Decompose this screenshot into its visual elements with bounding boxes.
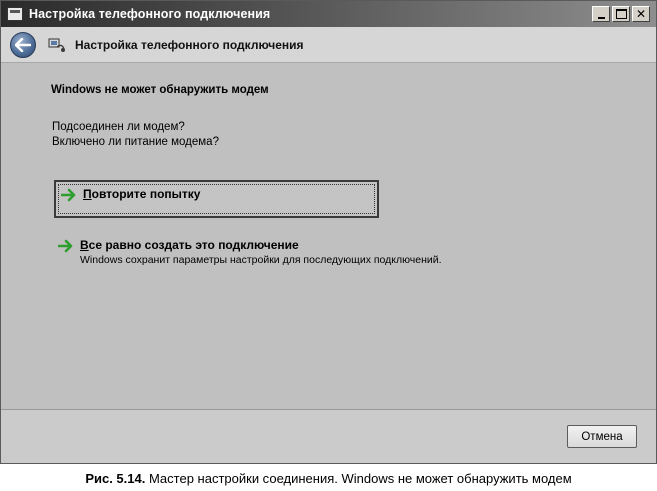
back-arrow-icon [15, 38, 31, 52]
figure-caption [0, 471, 657, 486]
back-button[interactable] [10, 32, 36, 58]
wizard-header [1, 27, 656, 63]
wizard-title: Настройка телефонного подключения [75, 38, 304, 52]
create-anyway-description: Windows сохранит параметры настройки для последующих подключений. [80, 254, 442, 266]
cancel-button[interactable]: Отмена [567, 425, 637, 448]
phone-connection-icon [48, 37, 66, 53]
create-anyway-label: Все равно создать это подключение [80, 238, 299, 252]
figure-label: Рис. 5.14. [85, 471, 146, 486]
error-heading: Windows не может обнаружить модем [51, 84, 269, 96]
question-modem-connected: Подсоединен ли модем? [52, 121, 185, 133]
maximize-button[interactable] [612, 6, 630, 22]
window-title: Настройка телефонного подключения [29, 7, 271, 21]
close-button[interactable]: ✕ [632, 6, 650, 22]
green-arrow-icon [58, 239, 74, 253]
window-icon [7, 7, 23, 21]
create-anyway-text [80, 238, 442, 266]
question-modem-power: Включено ли питание модема? [52, 136, 219, 148]
retry-option[interactable] [54, 180, 379, 218]
title-bar[interactable] [1, 1, 656, 27]
wizard-footer [1, 409, 656, 463]
retry-label: Повторите попытку [83, 187, 201, 201]
figure-text: Мастер настройки соединения. Windows не может обнаружить модем [145, 471, 572, 486]
focus-ring [58, 184, 375, 214]
create-anyway-option[interactable] [58, 238, 508, 266]
minimize-button[interactable] [592, 6, 610, 22]
wizard-content [1, 64, 656, 409]
window-controls [592, 6, 650, 22]
